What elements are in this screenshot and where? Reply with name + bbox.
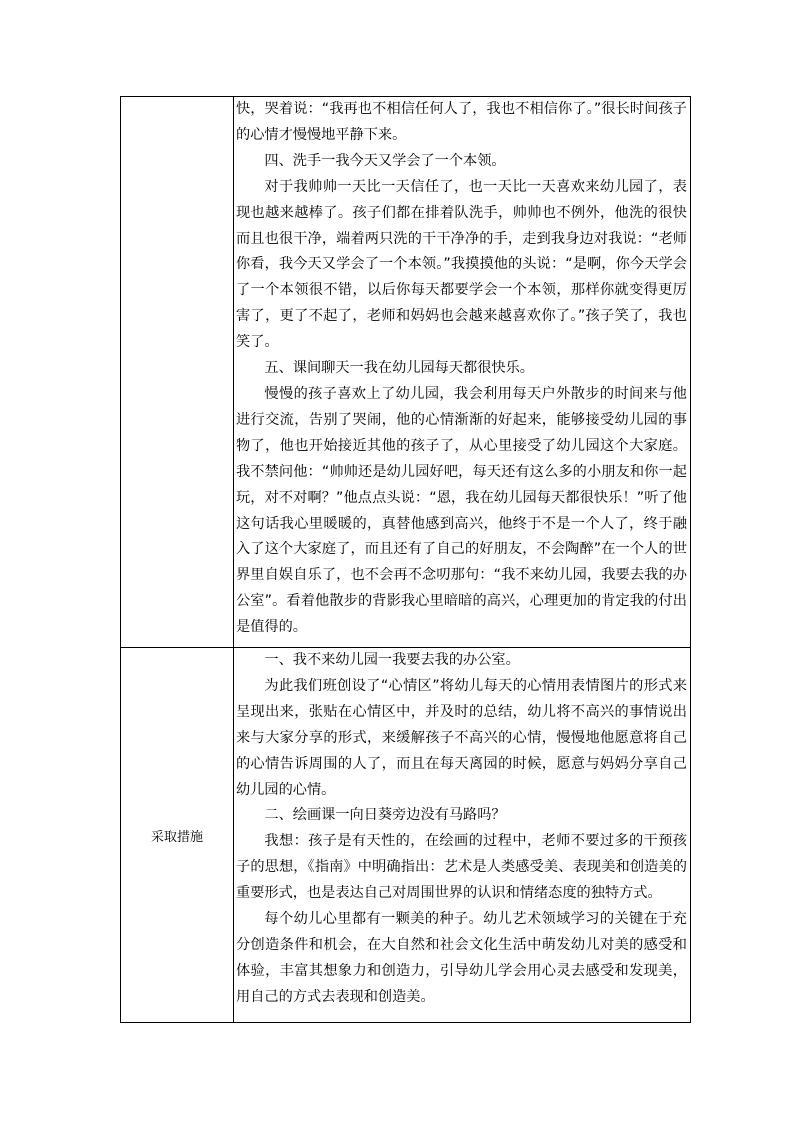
row-label-measures: 采取措施 bbox=[121, 648, 234, 1023]
row-content-cell bbox=[234, 97, 691, 648]
table-row-story bbox=[121, 97, 691, 648]
paragraph: 每个幼儿心里都有一颗美的种子。幼儿艺术领域学习的关键在于充分创造条件和机会，在大自然和社会文化生活中萌发幼儿对美的感受和体验，丰富其想象力和创造力，引导幼儿学会用心灵去感受和发现美，用自己的方式去表现和创造美。 bbox=[236, 911, 687, 1005]
paragraph: 我想：孩子是有天性的，在绘画的过程中，老师不要过多的干预孩子的思想，《指南》中明确指出：艺术是人类感受美、表现美和创造美的重要形式，也是表达自己对周围世界的认识和情绪态度的独特方式。 bbox=[236, 833, 687, 902]
table-row-measures bbox=[121, 648, 691, 1023]
paragraph: 快，哭着说：“我再也不相信任何人了，我也不相信你了。”很长时间孩子的心情才慢慢地平静下来。 bbox=[236, 101, 687, 143]
section-heading: 一、我不来幼儿园一我要去我的办公室。 bbox=[264, 652, 520, 668]
paragraph: 慢慢的孩子喜欢上了幼儿园，我会利用每天户外散步的时间来与他进行交流，告别了哭闹，他的心情渐渐的好起来，能够接受幼儿园的事物了，他也开始接近其他的孩子了，从心里接受了幼儿园这个大家庭。我不禁问他：“帅帅还是幼儿园好吧，每天还有这么多的小朋友和你一起玩，对不对啊？”他点点头说：“恩，我在幼儿园每天都很快乐！”听了他这句话我心里暖暖的，真替他感到高兴，他终于不是一个人了，终于融入了这个大家庭了，而且还有了自己的好朋友，不会陶醉”在一个人的世界里自娱自乐了，也不会再不念叨那句：“我不来幼儿园，我要去我的办公室”。看着他散步的背影我心里暗暗的高兴，心理更加的肯定我的付出是值得的。 bbox=[236, 385, 687, 636]
paragraph: 对于我帅帅一天比一天信任了，也一天比一天喜欢来幼儿园了，表现也越来越棒了。孩子们都在排着队洗手，帅帅也不例外，他洗的很快而且也很干净，端着两只洗的干干净净的手，走到我身边对我说：“老师你看，我今天又学会了一个本领。”我摸摸他的头说：“是啊，你今天学会了一个本领很不错，以后你每天都要学会一个本领，那样你就变得更厉害了，更了不起了，老师和妈妈也会越来越喜欢你了。”孩子笑了，我也笑了。 bbox=[236, 178, 687, 351]
section-heading: 五、课间聊天一我在幼儿园每天都很快乐。 bbox=[264, 360, 534, 377]
row-label-cell bbox=[121, 97, 234, 648]
section-heading: 四、洗手一我今天又学会了一个本领。 bbox=[264, 152, 506, 169]
paragraph: 为此我们班创设了“心情区”将幼儿每天的心情用表情图片的形式来呈现出来，张贴在心情区中，并及时的总结，幼儿将不高兴的事情说出来与大家分享的形式，来缓解孩子不高兴的心情，慢慢地他愿意将自己的心情告诉周围的人了，而且在每天离园的时候，愿意与妈妈分享自己幼儿园的心情。 bbox=[236, 677, 687, 798]
section-heading: 二、绘画课一向日葵旁边没有马路吗？ bbox=[264, 807, 506, 824]
row-content-cell bbox=[234, 648, 691, 1023]
document-table bbox=[120, 96, 691, 1023]
